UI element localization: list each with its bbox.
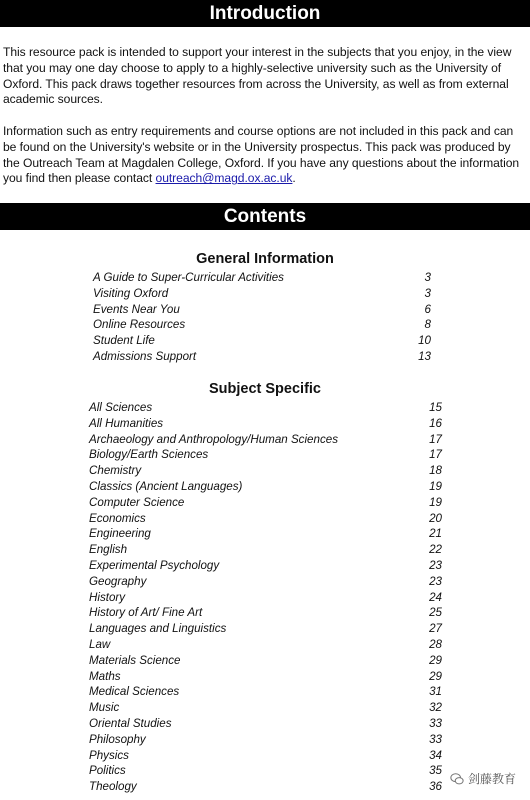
toc-entry-label: Chemistry — [89, 464, 142, 478]
toc-entry-label: Law — [89, 637, 111, 651]
toc-entry-label: Geography — [89, 574, 147, 588]
toc-entry-label: History — [89, 590, 126, 604]
toc-entry-page: 33 — [429, 716, 442, 730]
toc-entry — [89, 511, 442, 527]
toc-entry — [89, 463, 442, 479]
toc-entry — [93, 333, 431, 349]
toc-entry-label: Languages and Linguistics — [89, 622, 227, 636]
toc-entry-label: Economics — [89, 511, 146, 525]
toc-entry-page: 15 — [429, 401, 442, 414]
toc-entry — [89, 479, 442, 495]
toc-entry-page: 13 — [418, 349, 431, 363]
watermark — [450, 770, 516, 787]
toc-entry-page: 23 — [429, 574, 442, 588]
toc-entry-page: 8 — [424, 318, 431, 332]
toc-entry — [89, 653, 442, 669]
subject-toc-list — [89, 400, 442, 795]
toc-entry-page: 28 — [429, 637, 442, 651]
toc-entry-page: 6 — [424, 302, 431, 316]
toc-entry-label: A Guide to Super-Curricular Activities — [93, 271, 284, 284]
toc-entry-page: 25 — [429, 606, 442, 620]
toc-entry — [89, 748, 442, 764]
toc-entry — [89, 700, 442, 716]
intro-paragraph-1: This resource pack is intended to support your interest in the subjects that you enjoy, in the view that you may one day choose to apply to a highly-selective university such as the University of Oxford. This pack draws together resources from across the University, as well as from external academic sources. — [3, 45, 512, 107]
toc-entry-label: History of Art/ Fine Art — [89, 606, 203, 620]
toc-entry — [89, 684, 442, 700]
toc-entry-page: 31 — [429, 685, 442, 699]
toc-entry-page: 23 — [429, 558, 442, 572]
toc-entry-label: All Humanities — [89, 416, 164, 430]
toc-entry — [89, 590, 442, 606]
watermark-text: 剑藤教育 — [467, 772, 516, 786]
toc-entry-page: 20 — [429, 511, 442, 525]
toc-entry-page: 29 — [429, 669, 442, 683]
toc-entry — [89, 669, 442, 685]
toc-entry-page: 32 — [429, 701, 442, 715]
contents-banner: Contents — [0, 203, 530, 230]
wechat-icon — [450, 772, 464, 786]
toc-entry-page: 3 — [424, 271, 431, 284]
toc-entry — [89, 495, 442, 511]
toc-entry — [89, 763, 442, 779]
toc-entry-label: All Sciences — [89, 401, 153, 414]
toc-entry-label: Events Near You — [93, 302, 180, 316]
toc-entry-page: 17 — [429, 448, 442, 462]
subject-specific-heading: Subject Specific — [208, 381, 321, 397]
toc-entry — [89, 779, 442, 795]
toc-entry-page: 36 — [429, 780, 442, 794]
toc-entry-label: Admissions Support — [93, 349, 197, 363]
toc-entry-label: Classics (Ancient Languages) — [89, 479, 243, 493]
toc-entry — [89, 542, 442, 558]
toc-entry-page: 29 — [429, 653, 442, 667]
toc-entry-label: Student Life — [93, 334, 155, 348]
toc-entry — [89, 574, 442, 590]
toc-entry — [89, 637, 442, 653]
intro-paragraph-2 — [3, 124, 527, 187]
toc-entry-page: 22 — [429, 543, 442, 557]
toc-entry-page: 27 — [429, 622, 442, 636]
toc-entry — [89, 400, 442, 416]
toc-entry-page: 3 — [424, 286, 431, 300]
toc-entry — [93, 286, 431, 302]
toc-entry — [89, 716, 442, 732]
toc-entry-page: 35 — [429, 764, 442, 778]
toc-entry-page: 34 — [429, 748, 442, 762]
toc-entry-page: 19 — [429, 479, 442, 493]
toc-entry — [89, 526, 442, 542]
toc-entry — [89, 732, 442, 748]
toc-entry-page: 33 — [429, 732, 442, 746]
toc-entry-page: 19 — [429, 495, 442, 509]
contact-email-link[interactable]: outreach@magd.ox.ac.uk — [155, 171, 293, 186]
toc-entry-page: 21 — [429, 527, 442, 541]
toc-entry-label: Online Resources — [93, 318, 186, 332]
toc-entry-label: English — [89, 543, 128, 557]
toc-entry-label: Engineering — [89, 527, 151, 541]
general-information-heading: General Information — [196, 251, 334, 267]
intro-paragraph-2-end: . — [292, 171, 296, 186]
toc-entry-label: Visiting Oxford — [93, 286, 169, 300]
toc-entry-page: 18 — [429, 464, 442, 478]
toc-entry — [89, 621, 442, 637]
toc-entry — [89, 432, 442, 448]
toc-entry-label: Philosophy — [89, 732, 146, 746]
toc-entry-page: 17 — [429, 432, 442, 446]
toc-entry-label: Materials Science — [89, 653, 181, 667]
toc-entry-label: Oriental Studies — [89, 716, 172, 730]
toc-entry-label: Medical Sciences — [89, 685, 180, 699]
toc-entry-label: Politics — [89, 764, 126, 778]
toc-entry-label: Experimental Psychology — [89, 558, 220, 572]
toc-entry — [89, 558, 442, 574]
toc-entry — [93, 270, 431, 286]
general-toc-list — [93, 270, 431, 365]
toc-entry-label: Music — [89, 701, 120, 715]
toc-entry-label: Physics — [89, 748, 129, 762]
introduction-banner: Introduction — [0, 0, 530, 27]
toc-entry — [89, 416, 442, 432]
intro-paragraph-2-text: Information such as entry requirements and course options are not included in this pack and can be found on the University's website or in the University prospectus. This pack was produced by the Outreach Team at Magdalen College, Oxford. If you have any questions about the information you find then please contact — [3, 124, 520, 186]
toc-entry-label: Biology/Earth Sciences — [89, 448, 209, 462]
toc-entry — [93, 302, 431, 318]
toc-entry-label: Computer Science — [89, 495, 185, 509]
toc-entry — [89, 447, 442, 463]
toc-entry — [93, 317, 431, 333]
toc-entry-page: 24 — [429, 590, 442, 604]
toc-entry-page: 16 — [429, 416, 442, 430]
toc-entry-page: 10 — [418, 334, 431, 348]
toc-entry-label: Theology — [89, 780, 137, 794]
toc-entry — [89, 605, 442, 621]
toc-entry — [93, 349, 431, 365]
toc-entry-label: Maths — [89, 669, 121, 683]
toc-entry-label: Archaeology and Anthropology/Human Sciences — [89, 432, 338, 446]
